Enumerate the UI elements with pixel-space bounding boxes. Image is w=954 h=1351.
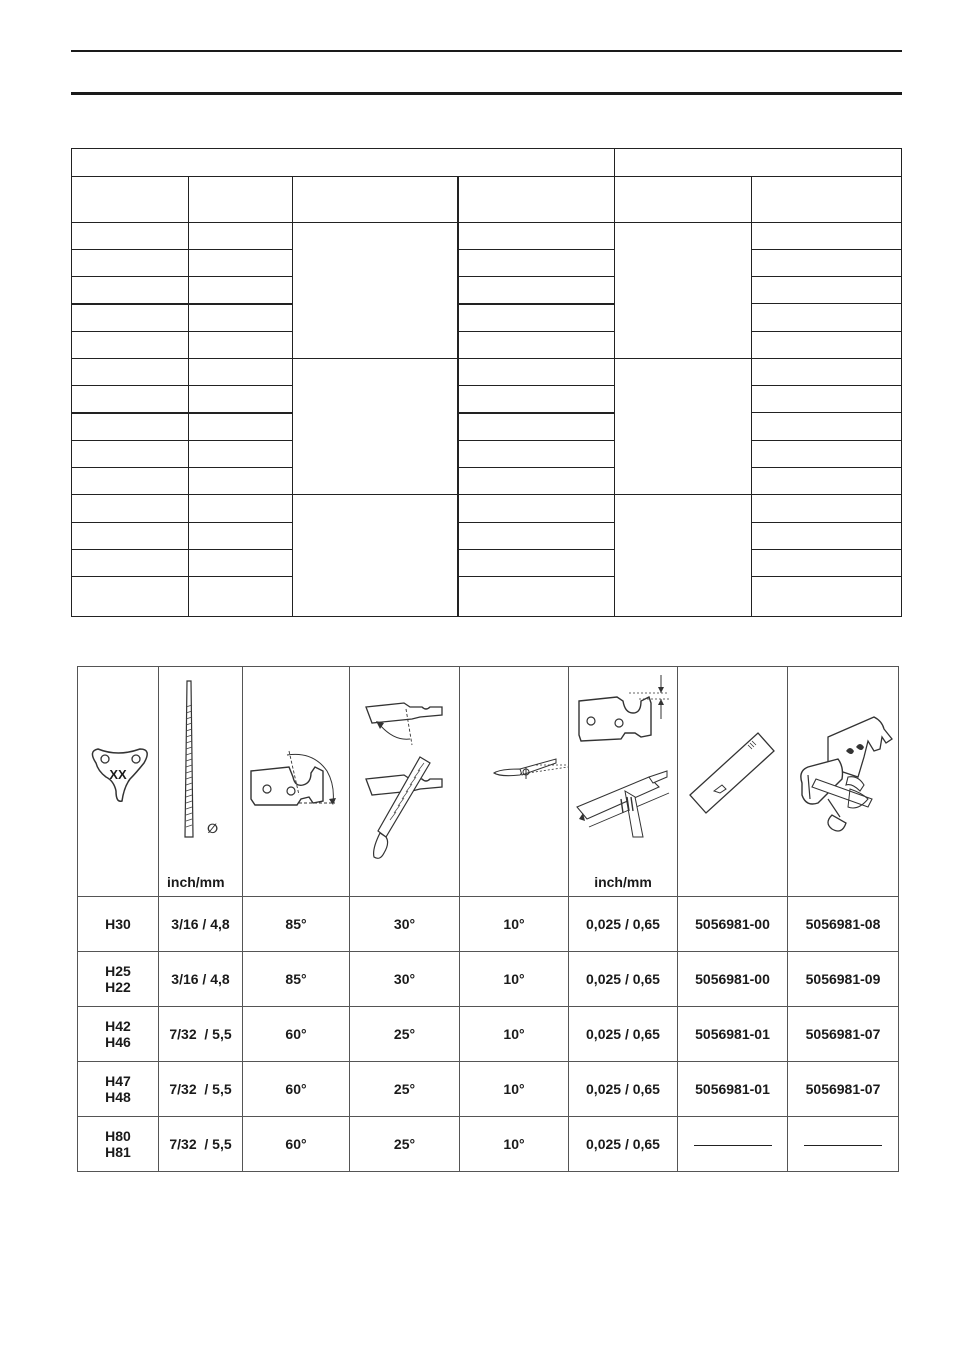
filing-angle-cell: 25°	[350, 1117, 460, 1172]
file-size-cell: 7/32 / 5,5	[159, 1007, 243, 1062]
depth-gauge-cell: 0,025 / 0,65	[569, 1007, 678, 1062]
table-row	[78, 1007, 899, 1062]
file-size-cell: 3/16 / 4,8	[159, 897, 243, 952]
depth-gauge-tool-icon	[678, 667, 788, 896]
depth-gauge-cell: 0,025 / 0,65	[569, 1062, 678, 1117]
file-size-cell: 7/32 / 5,5	[159, 1117, 243, 1172]
table-row	[78, 952, 899, 1007]
filing-angle-cell: 30°	[350, 952, 460, 1007]
filing-angle-icon	[350, 667, 460, 896]
chain-link-icon	[78, 667, 159, 896]
part-number-cell	[678, 1117, 788, 1172]
filing-gauge-cell	[788, 667, 899, 897]
table-row	[78, 897, 899, 952]
depth-gauge-cell: 0,025 / 0,65	[569, 1117, 678, 1172]
file-diameter-unit: inch/mm	[167, 874, 225, 890]
file-holder-angle-cell: 10°	[460, 952, 569, 1007]
depth-gauge-cell: 0,025 / 0,65	[569, 897, 678, 952]
file-holder-angle-cell: 10°	[460, 1007, 569, 1062]
part-number-cell: 5056981-01	[678, 1007, 788, 1062]
part-number-cell: 5056981-08	[788, 897, 899, 952]
model-cell: H42 H46	[78, 1007, 159, 1062]
round-file-cell	[159, 667, 243, 897]
filing-angle-cell	[350, 667, 460, 897]
part-number-cell: 5056981-07	[788, 1007, 899, 1062]
part-number-cell: 5056981-09	[788, 952, 899, 1007]
header-rule-top	[71, 50, 902, 52]
file-holder-angle-cell: 10°	[460, 1117, 569, 1172]
empty-spec-table	[71, 148, 902, 617]
model-cell: H30	[78, 897, 159, 952]
depth-gauge-unit: inch/mm	[594, 874, 652, 890]
top-plate-angle-cell: 60°	[243, 1062, 350, 1117]
depth-gauge-icon	[569, 667, 678, 896]
model-cell: H25 H22	[78, 952, 159, 1007]
depth-gauge-cell: 0,025 / 0,65	[569, 952, 678, 1007]
top-plate-angle-cell: 85°	[243, 897, 350, 952]
header-rule-bottom	[71, 92, 902, 95]
table-row	[78, 1117, 899, 1172]
top-plate-angle-cell	[243, 667, 350, 897]
filing-angle-cell: 25°	[350, 1062, 460, 1117]
file-holder-angle-cell: 10°	[460, 1062, 569, 1117]
round-file-icon	[159, 667, 243, 896]
model-cell: H80 H81	[78, 1117, 159, 1172]
top-plate-angle-icon	[243, 667, 350, 896]
part-number-cell: 5056981-07	[788, 1062, 899, 1117]
not-applicable-dash	[694, 1145, 772, 1146]
svg-text:XX: XX	[109, 767, 127, 782]
filing-angle-cell: 25°	[350, 1007, 460, 1062]
file-holder-cell	[460, 667, 569, 897]
file-size-cell: 3/16 / 4,8	[159, 952, 243, 1007]
filing-angle-cell: 30°	[350, 897, 460, 952]
filing-gauge-icon	[788, 667, 899, 896]
chain-link-cell	[78, 667, 159, 897]
icon-row	[78, 667, 899, 897]
top-plate-angle-cell: 60°	[243, 1117, 350, 1172]
part-number-cell: 5056981-00	[678, 952, 788, 1007]
not-applicable-dash	[804, 1145, 882, 1146]
model-cell: H47 H48	[78, 1062, 159, 1117]
file-size-cell: 7/32 / 5,5	[159, 1062, 243, 1117]
top-plate-angle-cell: 85°	[243, 952, 350, 1007]
part-number-cell: 5056981-00	[678, 897, 788, 952]
file-holder-icon	[460, 667, 569, 896]
part-number-cell: 5056981-01	[678, 1062, 788, 1117]
sharpening-spec-table	[77, 666, 899, 1172]
file-holder-angle-cell: 10°	[460, 897, 569, 952]
part-number-cell	[788, 1117, 899, 1172]
svg-text:∅: ∅	[207, 822, 219, 837]
depth-gauge-cell	[569, 667, 678, 897]
table-row	[78, 1062, 899, 1117]
depth-gauge-tool-cell	[678, 667, 788, 897]
top-plate-angle-cell: 60°	[243, 1007, 350, 1062]
